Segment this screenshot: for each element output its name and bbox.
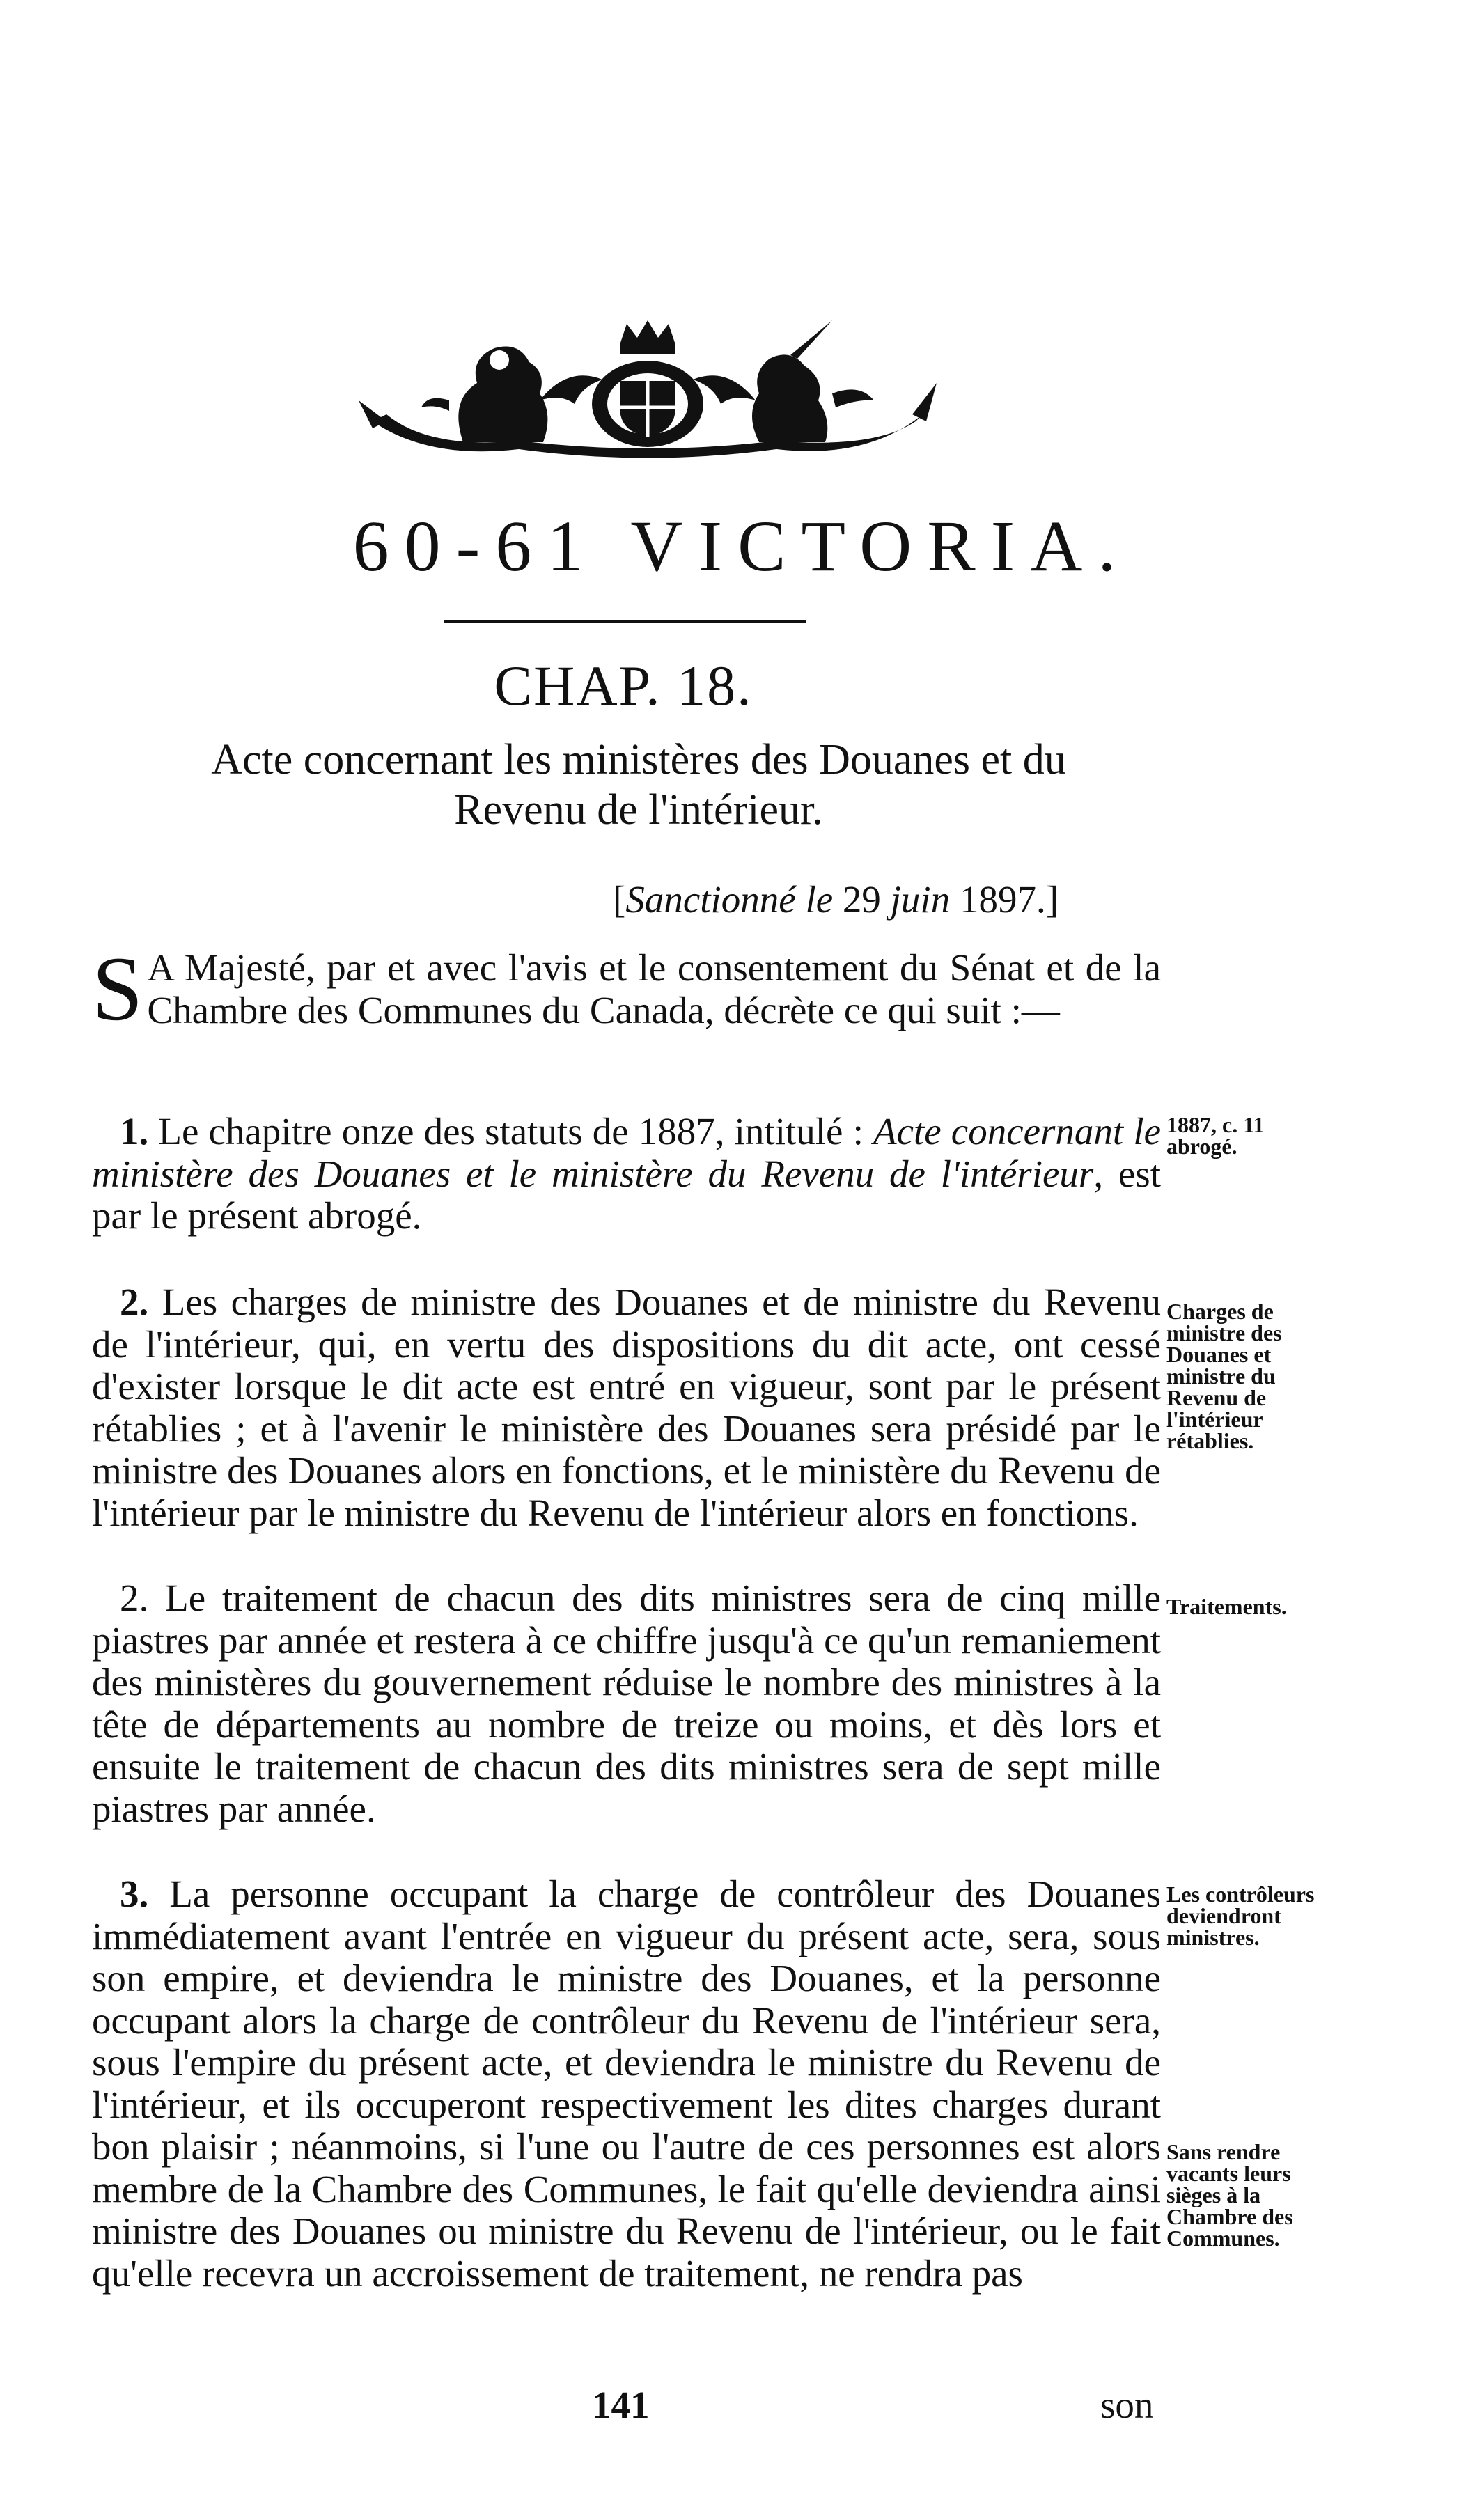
section-3-number: 3. <box>120 1873 149 1915</box>
section-1-text-a: Le chapitre onze des statuts de 1887, intitulé : <box>148 1110 873 1152</box>
section-3 <box>92 1873 1161 2295</box>
section-3-text: La personne occupant la charge de contrôleur des Douanes immédiatement avant l'entrée en vigueur du présent acte, sera, sous son empire, et deviendra le ministre des Douanes, et la personne occupant alors la charge de contrôleur du Revenu de l'intérieur sera, sous l'empire du présent acte, et deviendra le ministre du Revenu de l'intérieur, et ils occuperont respectivement les dites charges durant bon plaisir ; néanmoins, si l'une ou l'autre de ces personnes est alors membre de la Chambre des Communes, le fait qu'elle deviendra ainsi ministre des Douanes ou ministre du Revenu de l'intérieur, ou le fait qu'elle recevra un accroissement de traitement, ne rendra pas <box>92 1873 1161 2295</box>
margin-note-seats: Sans rendre vacants leurs sièges à la Chambre des Communes. <box>1166 2139 1293 2251</box>
margin-note-salaries: Traitements. <box>1166 1594 1287 1619</box>
sanction-label: Sanctionné le <box>625 878 834 921</box>
act-title <box>92 735 1185 835</box>
page-number: 141 <box>592 2384 650 2426</box>
reign-heading: 60-61 VICTORIA. <box>352 506 1132 586</box>
section-1-text-b: , est par le présent abrogé. <box>92 1152 1161 1237</box>
catchword: son <box>1100 2384 1154 2426</box>
chapter-heading: CHAP. 18. <box>494 654 753 717</box>
section-1-cited-act: Acte concernant le ministère des Douanes et le ministère du Revenu de l'intérieur <box>92 1110 1162 1195</box>
heading-divider <box>444 620 806 623</box>
act-title-line-1: Acte concernant les ministères des Douanes et du <box>211 736 1066 783</box>
section-2-number: 2. <box>120 1281 149 1323</box>
section-2 <box>92 1281 1161 1534</box>
sanction-day: 29 <box>833 878 881 921</box>
section-2-text: Les charges de ministre des Douanes et de ministre du Revenu de l'intérieur, qui, en vertu des dispositions du dit acte, ont cessé d'exister lorsque le dit acte est entré en vigueur, sont par le présent rétablies ; et à l'avenir le ministère des Douanes sera présidé par le ministre des Douanes alors en fonctions, et le ministère du Revenu de l'intérieur par le ministre du Revenu de l'intérieur alors en fonctions. <box>92 1281 1161 1534</box>
sanction-bracket: [ <box>613 878 626 921</box>
section-2-subsection-2: 2. Le traitement de chacun des dits ministres sera de cinq mille piastres par année et restera à ce chiffre jusqu'à ce qu'un remaniement des ministères du gouvernement réduise le nombre des ministres à la tête de départements au nombre de treize ou moins, et dès lors et ensuite le traitement de chacun des dits ministres sera de sept mille piastres par année. <box>92 1577 1161 1830</box>
margin-note-repeal: 1887, c. 11 abrogé. <box>1166 1112 1265 1159</box>
sanction-year: 1897.] <box>950 878 1059 921</box>
act-title-line-2: Revenu de l'intérieur. <box>454 786 823 834</box>
section-1 <box>92 1111 1161 1237</box>
sanction-date <box>613 877 1059 922</box>
royal-coat-of-arms-icon <box>345 317 951 474</box>
dropcap-letter: S <box>92 937 143 1040</box>
margin-note-offices-restored: Charges de ministre des Douanes et ministre du Revenu de l'intérieur rétablies. <box>1166 1299 1282 1453</box>
section-1-number: 1. <box>120 1110 149 1152</box>
sanction-month: juin <box>880 878 951 921</box>
margin-note-controllers: Les contrôleurs deviendront ministres. <box>1166 1882 1315 1950</box>
enacting-clause <box>92 937 1161 1040</box>
enacting-clause-text: A Majesté, par et avec l'avis et le consentement du Sénat et de la Chambre des Communes du Canada, décrète ce qui suit :— <box>147 946 1161 1031</box>
